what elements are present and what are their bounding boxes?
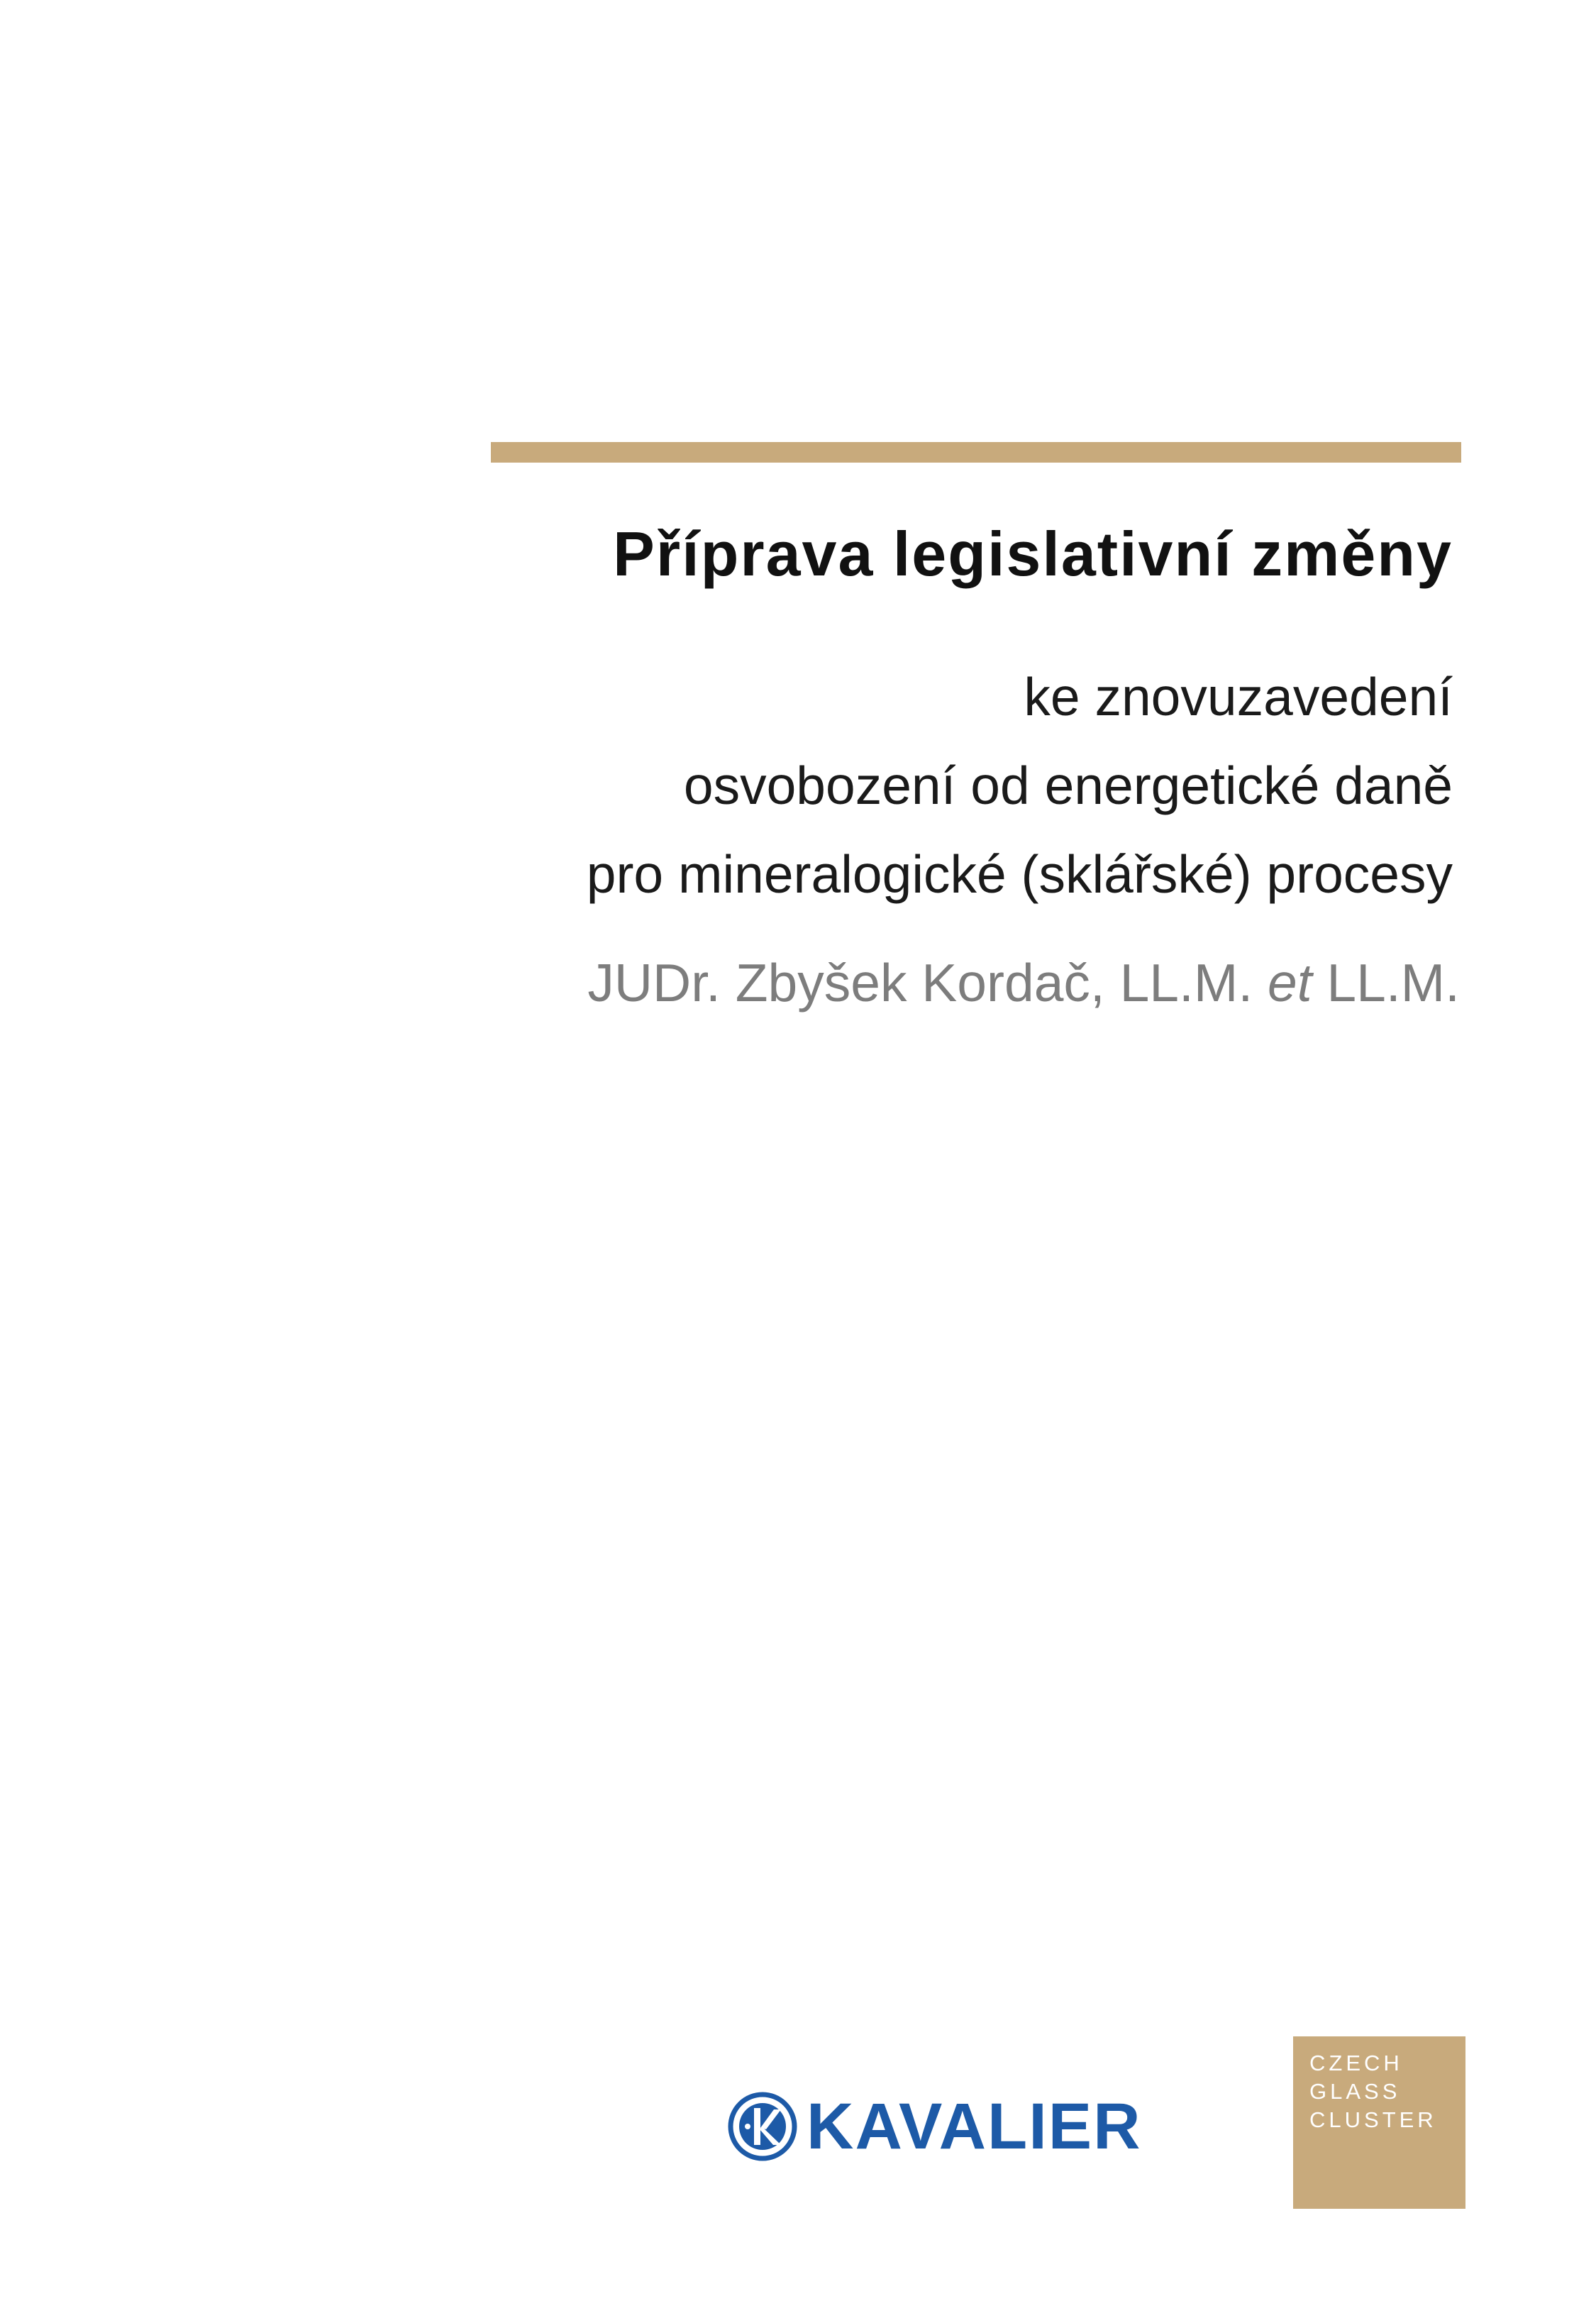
kavalier-logo (727, 2087, 1142, 2166)
subtitle-line: pro mineralogické (sklářské) procesy (586, 844, 1453, 904)
author-name: JUDr. Zbyšek Kordač, LL.M. (587, 953, 1268, 1013)
accent-bar (491, 442, 1461, 463)
kavalier-wordmark: KAVALIER (807, 2090, 1142, 2163)
document-subtitle (587, 653, 1453, 919)
author-suffix: LL.M. (1312, 953, 1460, 1013)
author-line (587, 952, 1460, 1013)
cluster-logo-line: CZECH (1309, 2051, 1403, 2075)
document-title: Příprava legislativní změny (613, 519, 1453, 589)
kavalier-emblem-icon (727, 2091, 798, 2162)
cluster-logo-line: CLUSTER (1309, 2107, 1437, 2132)
cluster-logo-text (1309, 2049, 1437, 2134)
subtitle-line: osvobození od energetické daně (683, 756, 1453, 815)
czech-glass-cluster-logo (1293, 2036, 1465, 2209)
author-connector: et (1268, 953, 1312, 1013)
cluster-logo-line: GLASS (1309, 2079, 1401, 2104)
subtitle-line: ke znovuzavedení (1024, 667, 1453, 727)
